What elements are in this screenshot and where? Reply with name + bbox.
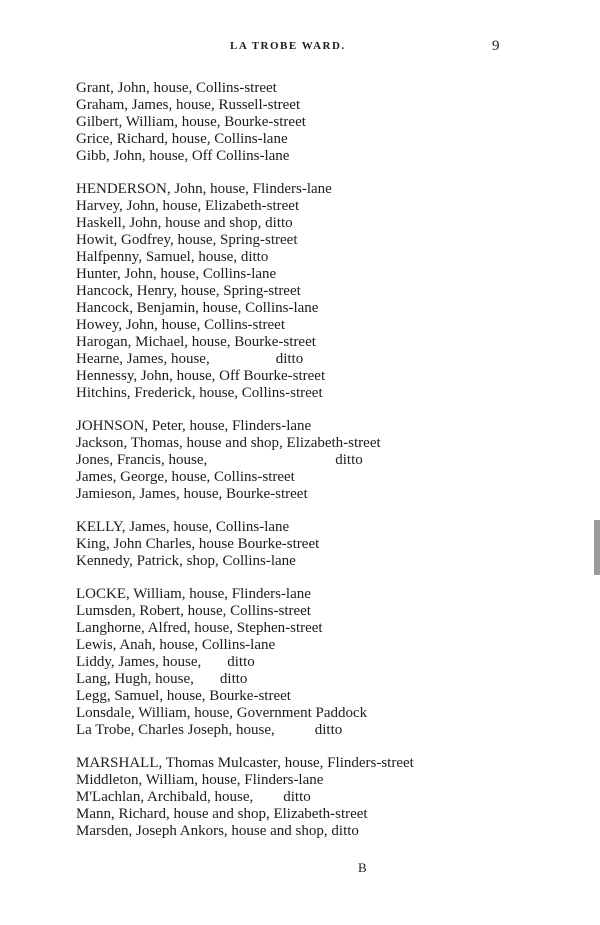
- directory-entry: [76, 97, 476, 114]
- directory-entry: [76, 334, 476, 351]
- directory-entry: [76, 789, 476, 806]
- entry-text: Hennessy, John, house, Off Bourke-street: [76, 368, 326, 384]
- directory-entry: [76, 519, 476, 536]
- entry-text: KELLY, James, house, Collins-lane: [76, 519, 290, 535]
- directory-entry: [76, 620, 476, 637]
- directory-entry: [76, 283, 476, 300]
- entry-text: Liddy, James, house,: [76, 654, 202, 670]
- directory-section: [76, 80, 476, 165]
- directory-entry: [76, 755, 476, 772]
- directory-entry: [76, 351, 476, 368]
- entry-text: Gibb, John, house, Off Collins-lane: [76, 148, 290, 164]
- entry-text: Lonsdale, William, house, Government Paddock: [76, 705, 368, 721]
- directory-entries: [76, 80, 476, 856]
- entry-text: Hancock, Benjamin, house, Collins-lane: [76, 300, 319, 316]
- directory-section: [76, 181, 476, 402]
- entry-text: Middleton, William, house, Flinders-lane: [76, 772, 324, 788]
- entry-text: King, John Charles, house Bourke-street: [76, 536, 320, 552]
- entry-text: Langhorne, Alfred, house, Stephen-street: [76, 620, 323, 636]
- entry-ditto: ditto: [227, 654, 255, 670]
- directory-entry: [76, 654, 476, 671]
- entry-text: Howey, John, house, Collins-street: [76, 317, 286, 333]
- entry-text: Harvey, John, house, Elizabeth-street: [76, 198, 300, 214]
- directory-entry: [76, 536, 476, 553]
- directory-entry: [76, 114, 476, 131]
- entry-text: HENDERSON, John, house, Flinders-lane: [76, 181, 332, 197]
- directory-entry: [76, 80, 476, 97]
- entry-text: Lumsden, Robert, house, Collins-street: [76, 603, 311, 619]
- entry-text: Grice, Richard, house, Collins-lane: [76, 131, 288, 147]
- entry-ditto: ditto: [314, 722, 343, 738]
- directory-entry: [76, 772, 476, 789]
- entry-ditto: ditto: [283, 789, 311, 805]
- entry-ditto: ditto: [335, 452, 363, 468]
- entry-text: Halfpenny, Samuel, house, ditto: [76, 249, 269, 265]
- directory-entry: [76, 368, 476, 385]
- directory-entry: [76, 317, 476, 334]
- directory-section: [76, 755, 476, 840]
- entry-text: James, George, house, Collins-street: [76, 469, 295, 485]
- directory-entry: [76, 131, 476, 148]
- directory-section: [76, 586, 476, 739]
- directory-entry: [76, 435, 476, 452]
- directory-entry: [76, 671, 476, 688]
- entry-text: M'Lachlan, Archibald, house,: [76, 789, 254, 805]
- directory-entry: [76, 300, 476, 317]
- entry-text: Kennedy, Patrick, shop, Collins-lane: [76, 553, 296, 569]
- page-number: 9: [492, 38, 500, 54]
- directory-entry: [76, 469, 476, 486]
- directory-entry: [76, 418, 476, 435]
- directory-entry: [76, 603, 476, 620]
- directory-entry: [76, 705, 476, 722]
- entry-text: Marsden, Joseph Ankors, house and shop, ditto: [76, 823, 359, 839]
- entry-text: LOCKE, William, house, Flinders-lane: [76, 586, 311, 602]
- entry-text: Graham, James, house, Russell-street: [76, 97, 301, 113]
- directory-entry: [76, 806, 476, 823]
- directory-entry: [76, 266, 476, 283]
- entry-text: Hunter, John, house, Collins-lane: [76, 266, 277, 282]
- scan-edge-mark: [594, 520, 600, 575]
- entry-text: Gilbert, William, house, Bourke-street: [76, 114, 306, 130]
- directory-section: [76, 418, 476, 503]
- entry-text: MARSHALL, Thomas Mulcaster, house, Flinders-street: [76, 755, 414, 771]
- directory-entry: [76, 688, 476, 705]
- entry-text: Hearne, James, house,: [76, 351, 210, 367]
- directory-entry: [76, 249, 476, 266]
- signature-mark: B: [358, 860, 367, 875]
- entry-text: Lang, Hugh, house,: [76, 671, 194, 687]
- directory-entry: [76, 181, 476, 198]
- running-head: LA TROBE WARD.: [230, 40, 346, 52]
- entry-text: Lewis, Anah, house, Collins-lane: [76, 637, 276, 653]
- directory-entry: [76, 553, 476, 570]
- entry-text: Jackson, Thomas, house and shop, Elizabeth-street: [76, 435, 381, 451]
- entry-text: Legg, Samuel, house, Bourke-street: [76, 688, 291, 704]
- entry-text: Jamieson, James, house, Bourke-street: [76, 486, 308, 502]
- directory-entry: [76, 148, 476, 165]
- entry-text: Haskell, John, house and shop, ditto: [76, 215, 293, 231]
- directory-entry: [76, 215, 476, 232]
- entry-text: Howit, Godfrey, house, Spring-street: [76, 232, 298, 248]
- directory-entry: [76, 198, 476, 215]
- entry-ditto: ditto: [219, 671, 248, 687]
- directory-entry: [76, 452, 476, 469]
- directory-entry: [76, 586, 476, 603]
- entry-text: Jones, Francis, house,: [76, 452, 208, 468]
- entry-ditto: ditto: [275, 351, 304, 367]
- entry-text: JOHNSON, Peter, house, Flinders-lane: [76, 418, 312, 434]
- directory-entry: [76, 385, 476, 402]
- page-header: [0, 40, 600, 60]
- entry-text: La Trobe, Charles Joseph, house,: [76, 722, 275, 738]
- entry-text: Harogan, Michael, house, Bourke-street: [76, 334, 316, 350]
- directory-entry: [76, 486, 476, 503]
- entry-text: Grant, John, house, Collins-street: [76, 80, 277, 96]
- directory-entry: [76, 722, 476, 739]
- directory-section: [76, 519, 476, 570]
- entry-text: Hancock, Henry, house, Spring-street: [76, 283, 301, 299]
- directory-entry: [76, 637, 476, 654]
- directory-entry: [76, 232, 476, 249]
- directory-entry: [76, 823, 476, 840]
- entry-text: Mann, Richard, house and shop, Elizabeth-street: [76, 806, 368, 822]
- entry-text: Hitchins, Frederick, house, Collins-street: [76, 385, 323, 401]
